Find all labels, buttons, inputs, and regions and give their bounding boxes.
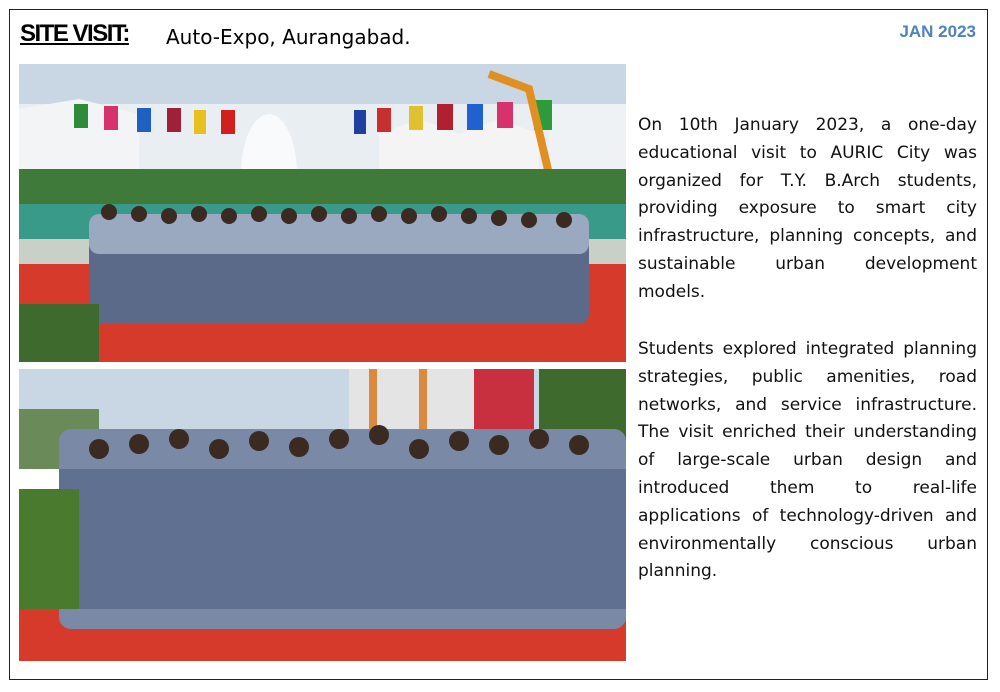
page-title: SITE VISIT: — [20, 20, 129, 47]
page-subtitle: Auto-Expo, Aurangabad. — [166, 25, 411, 49]
group-photo-expo-grounds — [19, 64, 626, 362]
date-label: JAN 2023 — [899, 22, 976, 41]
group-photo-pavilion-entrance — [19, 369, 626, 661]
description-paragraph-1: On 10th January 2023, a one-day educational visit to AURIC City was organized for T.Y. B.Arch students, providing exposure to smart city infrastructure, planning concepts, and sustainable urban development models. — [638, 115, 977, 302]
description-paragraph-2: Students explored integrated planning strategies, public amenities, road networks, and service infrastructure. The visit enriched their understanding of large-scale urban design and introduced them to real-life applications of technology-driven and environmentally conscious urban planning. — [638, 339, 977, 582]
